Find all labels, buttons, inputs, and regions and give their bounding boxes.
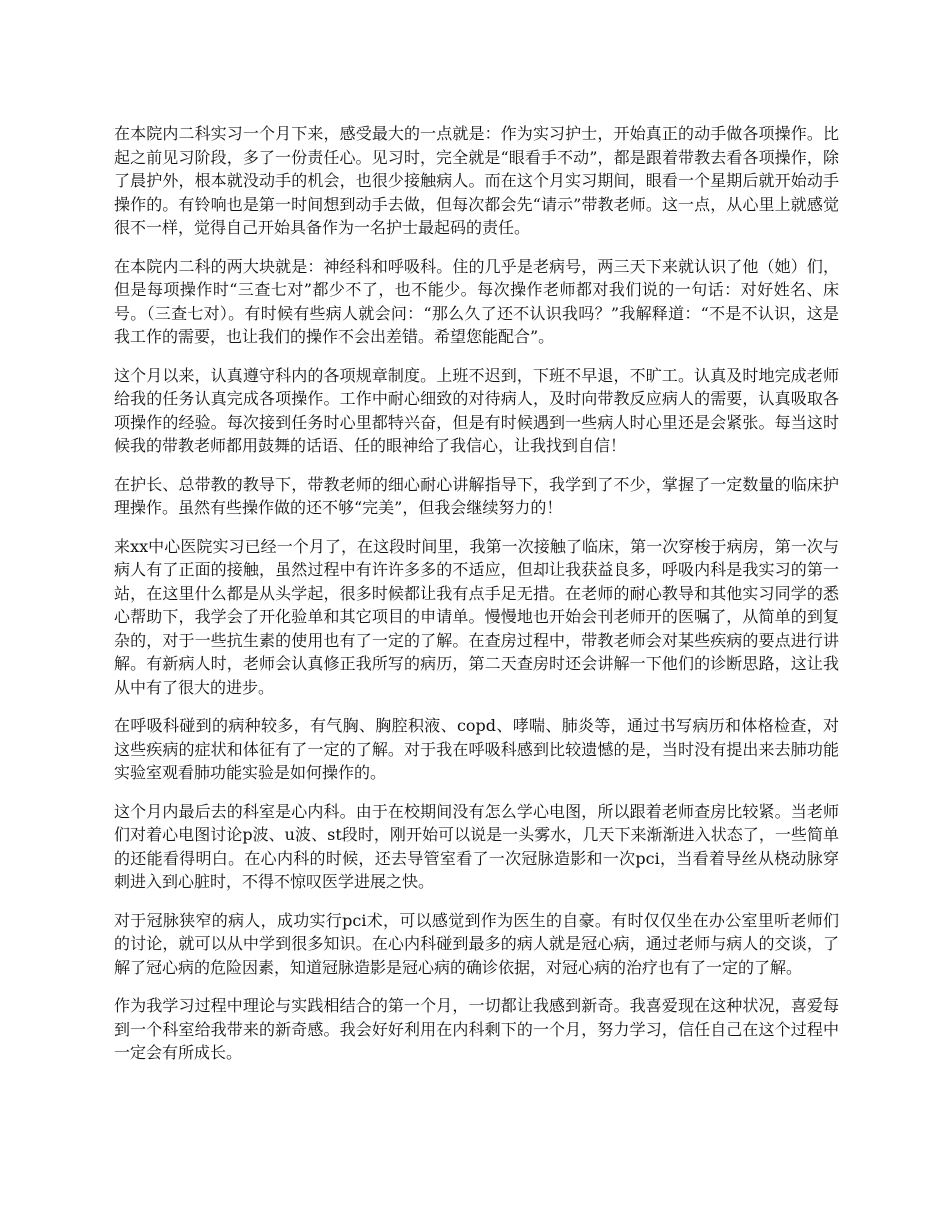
paragraph: 在呼吸科碰到的病种较多，有气胸、胸腔积液、copd、哮喘、肺炎等，通过书写病历和体格检查，对这些疾病的症状和体征有了一定的了解。对于我在呼吸科感到比较遗憾的是，当时没有提出来去肺功能实验室观看肺功能实验是如何操作的。 xyxy=(114,716,839,782)
paragraph: 这个月以来，认真遵守科内的各项规章制度。上班不迟到，下班不早退，不旷工。认真及时地完成老师给我的任务认真完成各项操作。工作中耐心细致的对待病人，及时向带教反应病人的需要，认真吸取各项操作的经验。每次接到任务时心里都特兴奋，但是有时候遇到一些病人时心里还是会紧张。每当这时候我的带教老师都用鼓舞的话语、任的眼神给了我信心，让我找到自信！ xyxy=(114,365,839,455)
paragraph: 来xx中心医院实习已经一个月了，在这段时间里，我第一次接触了临床，第一次穿梭于病房，第一次与病人有了正面的接触，虽然过程中有许许多多的不适应，但却让我获益良多，呼吸内科是我实习的第一站，在这里什么都是从头学起，很多时候都让我有点手足无措。在老师的耐心教导和其他实习同学的悉心帮助下，我学会了开化验单和其它项目的申请单。慢慢地也开始会刊老师开的医嘱了，从简单的到复杂的，对于一些抗生素的使用也有了一定的了解。在查房过程中，带教老师会对某些疾病的要点进行讲解。有新病人时，老师会认真修正我所写的病历，第二天查房时还会讲解一下他们的诊断思路，这让我从中有了很大的进步。 xyxy=(114,536,839,697)
paragraph: 作为我学习过程中理论与实践相结合的第一个月，一切都让我感到新奇。我喜爱现在这种状况，喜爱每到一个科室给我带来的新奇感。我会好好利用在内科剩下的一个月，努力学习，信任自己在这个过程中一定会有所成长。 xyxy=(114,996,839,1062)
paragraph: 在护长、总带教的教导下，带教老师的细心耐心讲解指导下，我学到了不少，掌握了一定数量的临床护理操作。虽然有些操作做的还不够“完美”，但我会继续努力的！ xyxy=(114,474,839,517)
paragraph: 这个月内最后去的科室是心内科。由于在校期间没有怎么学心电图，所以跟着老师查房比较紧。当老师们对着心电图讨论p波、u波、st段时，刚开始可以说是一头雾水，几天下来渐渐进入状态了，一些简单的还能看得明白。在心内科的时候，还去导管室看了一次冠脉造影和一次pci，当看着导丝从桡动脉穿刺进入到心脏时，不得不惊叹医学进展之快。 xyxy=(114,801,839,891)
paragraph: 对于冠脉狭窄的病人，成功实行pci术，可以感觉到作为医生的自豪。有时仅仅坐在办公室里听老师们的讨论，就可以从中学到很多知识。在心内科碰到最多的病人就是冠心病，通过老师与病人的交谈，了解了冠心病的危险因素，知道冠脉造影是冠心病的确诊依据，对冠心病的治疗也有了一定的了解。 xyxy=(114,910,839,977)
paragraph: 在本院内二科的两大块就是：神经科和呼吸科。住的几乎是老病号，两三天下来就认识了他（她）们，但是每项操作时“三查七对”都少不了，也不能少。每次操作老师都对我们说的一句话：对好姓名、床号。（三查七对）。有时候有些病人就会问：“那么久了还不认识我吗？”我解释道：“不是不认识，这是我工作的需要，也让我们的操作不会出差错。希望您能配合”。 xyxy=(114,256,839,346)
paragraph: 在本院内二科实习一个月下来，感受最大的一点就是：作为实习护士，开始真正的动手做各项操作。比起之前见习阶段，多了一份责任心。见习时，完全就是“眼看手不动”，都是跟着带教去看各项操作，除了晨护外，根本就没动手的机会，也很少接触病人。而在这个月实习期间，眼看一个星期后就开始动手操作的。有铃响也是第一时间想到动手去做，但每次都会先“请示”带教老师。这一点，从心里上就感觉很不一样，觉得自己开始具备作为一名护士最起码的责任。 xyxy=(114,124,839,237)
document-body xyxy=(114,122,839,1080)
